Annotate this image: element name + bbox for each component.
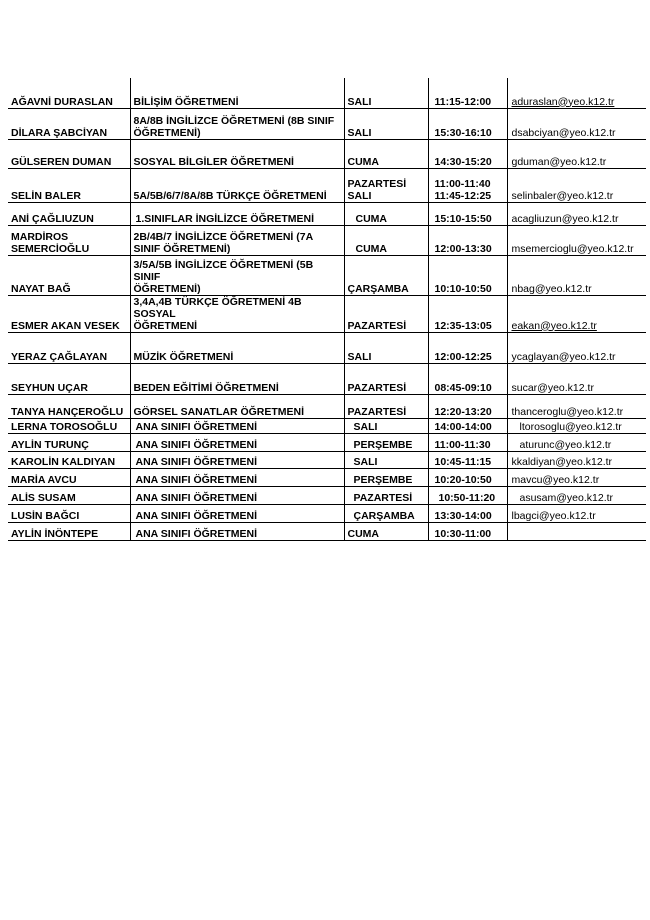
day-line: PAZARTESİ [347,177,407,190]
table-row [8,468,646,486]
time-line: 11:45-12:25 [434,189,492,202]
time-cell [428,202,507,225]
teacher-name: GÜLSEREN DUMAN [11,155,112,168]
branch-line: ÖĞRETMENİ [133,319,198,332]
email-cell [507,225,646,255]
branch-line: 8A/8B İNGİLİZCE ÖĞRETMENİ (8B SINIF [133,114,335,127]
teacher-name: DİLARA ŞABCİYAN [11,126,108,139]
day-cell [344,451,428,468]
branch-line: 3/5A/5B İNGİLİZCE ÖĞRETMENİ (5B SINIF [133,258,314,283]
time-cell [428,168,507,202]
teacher-name: LUSİN BAĞCI [11,509,80,522]
teacher-name-cell [8,486,130,504]
day-cell [344,504,428,522]
email-cell [507,486,646,504]
email-cell [507,108,646,139]
time-line: 10:20-10:50 [434,473,492,486]
branch-line: BEDEN EĞİTİMİ ÖĞRETMENİ [133,381,279,394]
teacher-schedule-sheet [8,78,646,541]
teacher-name-cell [8,504,130,522]
teacher-name-cell [8,363,130,394]
day-line: CUMA [347,527,379,540]
teacher-name-cell [8,418,130,433]
teacher-name: AYLİN TURUNÇ [11,438,89,451]
table-row [8,225,646,255]
branch-cell [130,202,344,225]
email-cell [507,504,646,522]
email-link[interactable]: gduman@yeo.k12.tr [511,155,607,168]
email-link[interactable]: acagliuzun@yeo.k12.tr [511,212,619,225]
day-line: PAZARTESİ [353,491,413,504]
table-row [8,139,646,168]
branch-line: ANA SINIFI ÖĞRETMENİ [135,455,258,468]
email-link[interactable]: lbagci@yeo.k12.tr [511,509,596,522]
branch-cell [130,418,344,433]
teacher-name: AYLİN İNÖNTEPE [11,527,99,540]
branch-line: ANA SINIFI ÖĞRETMENİ [135,509,258,522]
table-row [8,78,646,108]
teacher-name: LERNA TOROSOĞLU [11,420,118,433]
branch-cell [130,433,344,451]
branch-cell [130,139,344,168]
branch-line: ANA SINIFI ÖĞRETMENİ [135,527,258,540]
day-line: SALI [347,350,372,363]
time-line: 08:45-09:10 [434,381,492,394]
branch-cell [130,363,344,394]
teacher-name: MARDİROS SEMERCİOĞLU [11,230,90,255]
email-cell [507,78,646,108]
teacher-name-cell [8,139,130,168]
email-link[interactable]: sucar@yeo.k12.tr [511,381,594,394]
table-row [8,202,646,225]
email-link[interactable]: mavcu@yeo.k12.tr [511,473,600,486]
time-line: 11:15-12:00 [434,95,492,108]
time-cell [428,418,507,433]
time-cell [428,504,507,522]
branch-cell [130,78,344,108]
time-line: 11:00-11:30 [434,438,491,451]
day-cell [344,108,428,139]
day-cell [344,522,428,540]
day-line: SALI [347,126,372,139]
time-line: 14:00-14:00 [434,420,492,433]
branch-cell [130,255,344,295]
teacher-name: TANYA HANÇEROĞLU [11,405,124,418]
email-cell [507,418,646,433]
time-line: 15:10-15:50 [434,212,492,225]
time-cell [428,433,507,451]
time-line: 12:00-12:25 [434,350,492,363]
day-line: PAZARTESİ [347,405,407,418]
time-cell [428,295,507,332]
teacher-name-cell [8,451,130,468]
time-line: 15:30-16:10 [434,126,492,139]
time-line: 11:00-11:40 [434,177,491,190]
branch-line: 3,4A,4B TÜRKÇE ÖĞRETMENİ 4B SOSYAL [133,295,302,320]
email-cell [507,295,646,332]
time-cell [428,255,507,295]
email-link[interactable]: nbag@yeo.k12.tr [511,282,592,295]
teacher-name: YERAZ ÇAĞLAYAN [11,350,108,363]
time-line: 10:45-11:15 [434,455,492,468]
day-line: PAZARTESİ [347,319,407,332]
teacher-name-cell [8,108,130,139]
time-line: 12:35-13:05 [434,319,492,332]
email-link[interactable]: eakan@yeo.k12.tr [511,319,597,332]
email-cell [507,394,646,418]
day-cell [344,433,428,451]
email-link[interactable]: thanceroglu@yeo.k12.tr [511,405,624,418]
branch-cell [130,332,344,363]
teacher-name-cell [8,225,130,255]
branch-cell [130,225,344,255]
time-line: 10:10-10:50 [434,282,492,295]
email-cell [507,168,646,202]
email-cell [507,451,646,468]
teacher-name-cell [8,433,130,451]
branch-cell [130,451,344,468]
branch-line: BİLİŞİM ÖĞRETMENİ [133,95,239,108]
email-link[interactable]: asusam@yeo.k12.tr [519,491,614,504]
day-cell [344,468,428,486]
teacher-name-cell [8,295,130,332]
teacher-name-cell [8,394,130,418]
table-row [8,418,646,433]
branch-line: ÖĞRETMENİ) [133,126,201,139]
branch-line: ANA SINIFI ÖĞRETMENİ [135,420,258,433]
day-line: ÇARŞAMBA [353,509,415,522]
branch-line: ANA SINIFI ÖĞRETMENİ [135,438,258,451]
branch-cell [130,468,344,486]
branch-cell [130,522,344,540]
table-row [8,433,646,451]
day-cell [344,202,428,225]
time-cell [428,332,507,363]
email-cell [507,202,646,225]
time-cell [428,78,507,108]
teacher-name-cell [8,522,130,540]
email-link[interactable]: selinbaler@yeo.k12.tr [511,189,614,202]
table-row [8,168,646,202]
email-cell [507,363,646,394]
email-link[interactable]: aduraslan@yeo.k12.tr [511,95,615,108]
email-link[interactable]: msemercioglu@yeo.k12.tr [511,242,634,255]
branch-cell [130,394,344,418]
table-row [8,504,646,522]
day-line: CUMA [355,242,387,255]
day-line: CUMA [347,155,379,168]
email-cell [507,255,646,295]
table-row [8,451,646,468]
day-line: PERŞEMBE [353,438,413,451]
time-cell [428,522,507,540]
teacher-name: NAYAT BAĞ [11,282,71,295]
day-cell [344,418,428,433]
email-cell [507,433,646,451]
time-line: 12:20-13:20 [434,405,492,418]
teacher-name-cell [8,202,130,225]
time-cell [428,139,507,168]
branch-line: 2B/4B/7 İNGİLİZCE ÖĞRETMENİ (7A [133,230,314,243]
branch-cell [130,168,344,202]
table-row [8,394,646,418]
time-line: 10:30-11:00 [434,527,492,540]
teacher-name: ALİS SUSAM [11,491,76,504]
day-line: SALI [347,189,372,202]
branch-line: MÜZİK ÖĞRETMENİ [133,350,234,363]
branch-line: SOSYAL BİLGİLER ÖĞRETMENİ [133,155,294,168]
day-cell [344,78,428,108]
branch-cell [130,108,344,139]
branch-line: ANA SINIFI ÖĞRETMENİ [135,491,258,504]
teacher-name: KAROLİN KALDIYAN [11,455,116,468]
day-cell [344,363,428,394]
day-cell [344,139,428,168]
teacher-name-cell [8,332,130,363]
teacher-name: ESMER AKAN VESEK [11,319,120,332]
time-cell [428,468,507,486]
table-row [8,332,646,363]
day-line: ÇARŞAMBA [347,282,409,295]
day-cell [344,168,428,202]
day-cell [344,225,428,255]
teacher-name-cell [8,78,130,108]
teacher-name: ANİ ÇAĞLIUZUN [11,212,94,225]
time-cell [428,394,507,418]
email-link[interactable]: ycaglayan@yeo.k12.tr [511,350,616,363]
branch-cell [130,295,344,332]
time-cell [428,363,507,394]
day-line: PAZARTESİ [347,381,407,394]
branch-line: 5A/5B/6/7/8A/8B TÜRKÇE ÖĞRETMENİ [133,189,327,202]
time-cell [428,451,507,468]
time-line: 10:50-11:20 [438,491,496,504]
email-link[interactable]: ltorosoglu@yeo.k12.tr [519,420,622,433]
teacher-name-cell [8,468,130,486]
table-row [8,295,646,332]
day-line: SALI [353,420,378,433]
day-cell [344,486,428,504]
teacher-name: SEYHUN UÇAR [11,381,89,394]
time-cell [428,486,507,504]
day-line: SALI [347,95,372,108]
day-line: CUMA [355,212,387,225]
branch-cell [130,504,344,522]
email-link[interactable]: dsabciyan@yeo.k12.tr [511,126,616,139]
table-row [8,255,646,295]
email-link[interactable]: aturunc@yeo.k12.tr [519,438,612,451]
branch-cell [130,486,344,504]
teacher-meeting-table [8,78,646,541]
day-line: SALI [353,455,378,468]
time-line: 14:30-15:20 [434,155,492,168]
table-row [8,486,646,504]
time-cell [428,225,507,255]
day-cell [344,295,428,332]
table-row [8,363,646,394]
day-line: PERŞEMBE [353,473,413,486]
day-cell [344,255,428,295]
email-link[interactable]: kkaldiyan@yeo.k12.tr [511,455,613,468]
teacher-name: AĞAVNİ DURASLAN [11,95,113,108]
branch-line: 1.SINIFLAR İNGİLİZCE ÖĞRETMENİ [135,212,315,225]
teacher-name: SELİN BALER [11,189,82,202]
branch-line: SINIF ÖĞRETMENİ) [133,242,231,255]
time-line: 12:00-13:30 [434,242,492,255]
email-cell [507,139,646,168]
time-line: 13:30-14:00 [434,509,492,522]
branch-line: ÖĞRETMENİ) [133,282,201,295]
branch-line: ANA SINIFI ÖĞRETMENİ [135,473,258,486]
teacher-name-cell [8,255,130,295]
email-cell [507,522,646,540]
teacher-name: MARİA AVCU [11,473,77,486]
day-cell [344,332,428,363]
branch-line: GÖRSEL SANATLAR ÖĞRETMENİ [133,405,305,418]
teacher-name-cell [8,168,130,202]
day-cell [344,394,428,418]
email-cell [507,468,646,486]
table-row [8,522,646,540]
time-cell [428,108,507,139]
table-row [8,108,646,139]
email-cell [507,332,646,363]
